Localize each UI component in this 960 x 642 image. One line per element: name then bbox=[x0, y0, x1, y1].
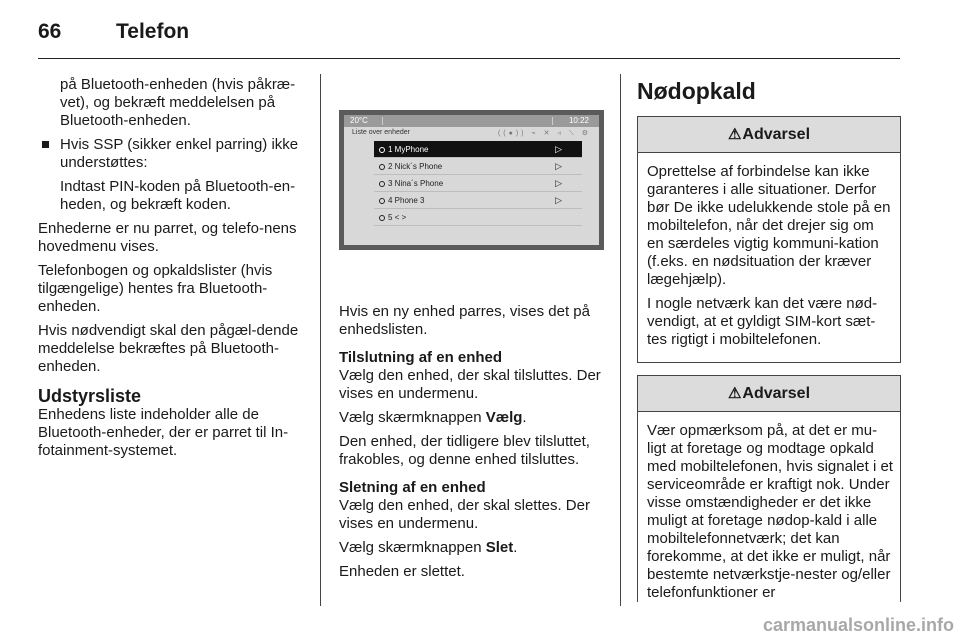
paragraph: Oprettelse af forbindelse kan ikke garanteres i alle situationer. Derfor bør De ikke udelukkende stole på en mobiltelefon, når det drejer sig om en særdeles vigtig kommuni-kation (f.eks. en nødsituation der kræver lægehjælp). bbox=[647, 163, 891, 288]
page-header bbox=[38, 14, 900, 50]
screen-title: Liste over enheder ((●)) ⌁ ✕ ◃ ⟍ ⚙ bbox=[352, 129, 591, 137]
device-row[interactable]: 4 Phone 3 ▷ bbox=[374, 192, 582, 209]
screen-display bbox=[344, 115, 599, 245]
clock: 10:22 bbox=[568, 116, 589, 125]
warning-triangle-icon: ⚠ bbox=[727, 385, 742, 402]
chevron-right-icon: ▷ bbox=[555, 144, 562, 154]
section-title: Telefon bbox=[116, 20, 190, 43]
device-row[interactable]: 3 Nina´s Phone ▷ bbox=[374, 175, 582, 192]
page-number: 66 bbox=[38, 20, 62, 43]
radio-icon bbox=[379, 147, 385, 153]
paragraph: Vælg den enhed, der skal slettes. Der vises en undermenu. bbox=[339, 497, 590, 532]
device-row[interactable]: 2 Nick´s Phone ▷ bbox=[374, 158, 582, 175]
warning-body bbox=[638, 412, 900, 602]
softkey-label: Slet bbox=[485, 539, 514, 556]
column-1 bbox=[38, 76, 304, 466]
warning-header: ⚠Advarsel bbox=[638, 117, 900, 153]
device-row[interactable]: 5 < > bbox=[374, 209, 582, 226]
paragraph: Vælg den enhed, der skal tilsluttes. Der vises en undermenu. bbox=[339, 367, 601, 402]
chevron-right-icon: ▷ bbox=[555, 195, 562, 205]
warning-box bbox=[637, 375, 901, 602]
bullet-item: Hvis SSP (sikker enkel parring) ikke understøttes: bbox=[38, 136, 304, 172]
warning-triangle-icon: ⚠ bbox=[727, 126, 742, 143]
chevron-right-icon: ▷ bbox=[555, 161, 562, 171]
radio-icon bbox=[379, 198, 385, 204]
column-divider-1 bbox=[320, 74, 321, 606]
radio-icon bbox=[379, 164, 385, 170]
chevron-right-icon: ▷ bbox=[555, 178, 562, 188]
column-2 bbox=[339, 76, 604, 587]
paragraph: på Bluetooth-enheden (hvis påkræ-vet), og bekræft meddelelsen på Bluetooth-enheden. bbox=[60, 76, 296, 129]
device-row[interactable]: 1 MyPhone ▷ bbox=[374, 141, 582, 158]
header-divider bbox=[38, 58, 900, 59]
paragraph: Enheden er slettet. bbox=[339, 563, 465, 580]
watermark: carmanualsonline.info bbox=[762, 615, 954, 635]
subheading-connect: Tilslutning af en enhed bbox=[339, 349, 503, 366]
status-separator bbox=[552, 117, 553, 125]
paragraph: Enhederne er nu parret, og telefo-nens hovedmenu vises. bbox=[38, 220, 297, 255]
paragraph: Vær opmærksom på, at det er mu-ligt at foretage og modtage opkald med mobiltelefonen, hvis signalet i et serviceområde er kraftigt nok. Under visse omstændigheder er det ikke muligt at foretage nødop-kald i alle mobiltelefonnetværk; det kan forekomme, at det ikke er muligt, når bestemte netværkstje-nester og/eller telefonfunktioner er bbox=[647, 422, 893, 601]
warning-body bbox=[638, 153, 900, 362]
paragraph: Den enhed, der tidligere blev tilsluttet, frakobles, og denne enhed tilsluttes. bbox=[339, 433, 590, 468]
paragraph: Vælg skærmknappen Vælg. bbox=[339, 409, 527, 426]
temperature: 20°C bbox=[350, 116, 368, 125]
status-bar bbox=[344, 115, 599, 127]
paragraph: Indtast PIN-koden på Bluetooth-en-heden, og bekræft koden. bbox=[60, 178, 296, 213]
device-list bbox=[374, 141, 582, 226]
paragraph: Hvis nødvendigt skal den pågæl-dende meddelelse bekræftes på Bluetooth-enheden. bbox=[38, 322, 299, 375]
bullet-square-icon bbox=[42, 141, 49, 148]
paragraph: Hvis en ny enhed parres, vises det på enhedslisten. bbox=[339, 303, 590, 338]
device-list-screenshot bbox=[339, 76, 604, 289]
paragraph: Vælg skærmknappen Slet. bbox=[339, 539, 518, 556]
softkey-label: Vælg bbox=[485, 409, 523, 426]
column-3 bbox=[637, 76, 901, 608]
subheading-delete: Sletning af en enhed bbox=[339, 479, 486, 496]
warning-header: ⚠Advarsel bbox=[638, 376, 900, 412]
paragraph: Enhedens liste indeholder alle de Bluetooth-enheder, der er parret til In-fotainment-systemet. bbox=[38, 406, 289, 459]
screen-bezel bbox=[339, 110, 604, 250]
paragraph: I nogle netværk kan det være nød-vendigt, at et gyldigt SIM-kort sæt-tes rigtigt i mobiltelefonen. bbox=[647, 295, 878, 348]
radio-icon bbox=[379, 181, 385, 187]
column-divider-2 bbox=[620, 74, 621, 606]
status-icons: ((●)) ⌁ ✕ ◃ ⟍ ⚙ bbox=[497, 130, 591, 137]
section-heading: Nødopkald bbox=[637, 78, 756, 104]
status-separator bbox=[382, 117, 383, 125]
subheading: Udstyrsliste bbox=[38, 386, 142, 406]
paragraph: Telefonbogen og opkaldslister (hvis tilgængelige) hentes fra Bluetooth-enheden. bbox=[38, 262, 273, 315]
radio-icon bbox=[379, 215, 385, 221]
warning-box bbox=[637, 116, 901, 363]
